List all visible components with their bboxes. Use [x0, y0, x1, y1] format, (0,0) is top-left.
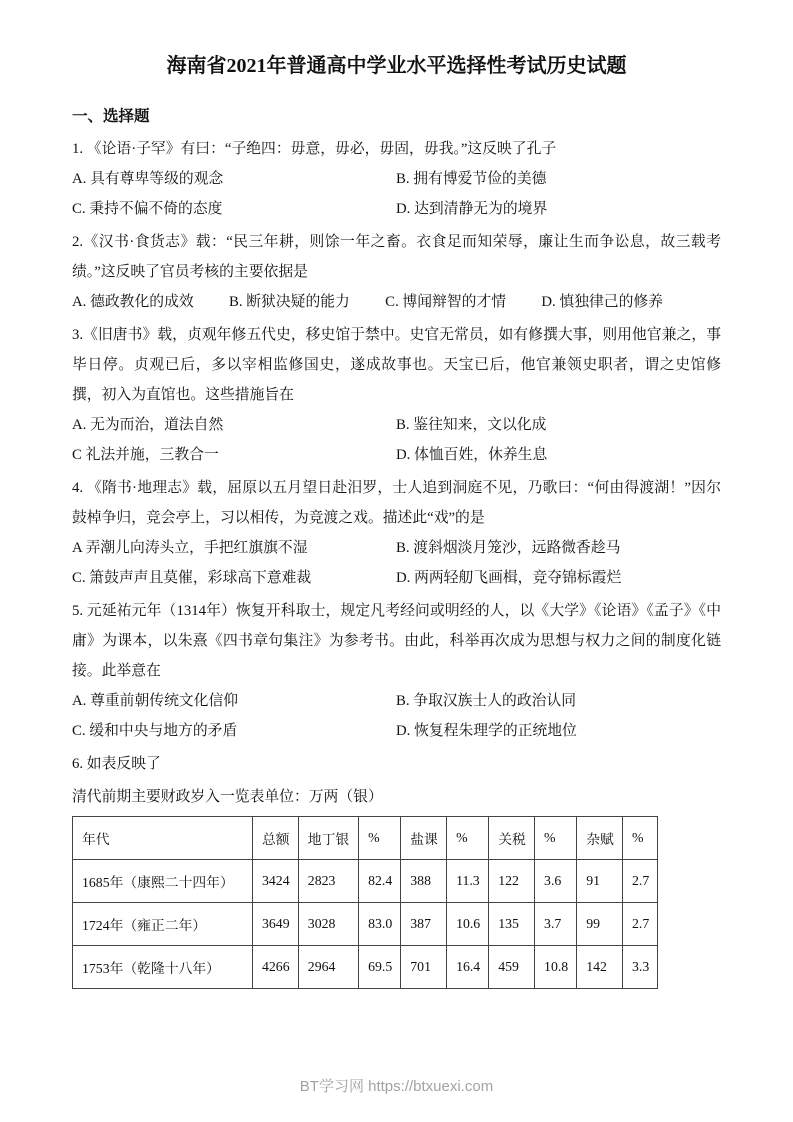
- table-cell: 387: [401, 903, 447, 946]
- question-options: [72, 410, 721, 470]
- answer-option: D. 恢复程朱理学的正统地位: [396, 723, 577, 739]
- answer-option: C 礼法并施，三教合一: [72, 447, 219, 463]
- table-header-cell: 杂赋: [577, 817, 623, 860]
- table-body: [73, 860, 658, 989]
- table-cell: 1753年（乾隆十八年）: [73, 946, 253, 989]
- table-cell: 701: [401, 946, 447, 989]
- question-options: [72, 164, 721, 224]
- answer-option: A. 尊重前朝传统文化信仰: [72, 693, 239, 709]
- question-1: [72, 134, 721, 224]
- answer-option: C. 箫鼓声声且莫催，彩球高下意难裁: [72, 570, 312, 586]
- table-cell: 1724年（雍正二年）: [73, 903, 253, 946]
- table-cell: 82.4: [359, 860, 401, 903]
- table-header-cell: 地丁银: [298, 817, 358, 860]
- answer-option: B. 争取汉族士人的政治认同: [396, 693, 577, 709]
- revenue-table: [72, 816, 658, 989]
- answer-option: A 弄潮儿向涛头立，手把红旗旗不湿: [72, 540, 308, 556]
- table-cell: 135: [489, 903, 535, 946]
- table-row: [73, 946, 658, 989]
- answer-option: C. 博闻辩智的才情: [385, 294, 507, 310]
- answer-option: A. 无为而治，道法自然: [72, 417, 224, 433]
- table-header-cell: 年代: [73, 817, 253, 860]
- questions: [72, 134, 721, 779]
- table-cell: 83.0: [359, 903, 401, 946]
- answer-option: D. 两两轻舠飞画楫，竞夺锦标霞烂: [396, 570, 622, 586]
- table-cell: 91: [577, 860, 623, 903]
- table-cell: 4266: [253, 946, 299, 989]
- table-cell: 122: [489, 860, 535, 903]
- table-cell: 2.7: [623, 903, 658, 946]
- table-cell: 10.8: [535, 946, 577, 989]
- table-cell: 3028: [298, 903, 358, 946]
- answer-option: B. 断狱决疑的能力: [228, 294, 350, 310]
- question-stem: 2.《汉书·食货志》载：“民三年耕，则馀一年之畜。衣食足而知荣辱，廉让生而争讼息，故三载考绩。”这反映了官员考核的主要依据是: [72, 234, 721, 280]
- answer-option: D. 慎独律己的修养: [541, 294, 663, 310]
- table-header-row: [73, 817, 658, 860]
- table-cell: 3.3: [623, 946, 658, 989]
- question-3: [72, 320, 721, 470]
- table-header-cell: 盐课: [401, 817, 447, 860]
- answer-option: D. 体恤百姓，休养生息: [396, 447, 548, 463]
- question-stem: 6. 如表反映了: [72, 756, 161, 772]
- question-options: [72, 686, 721, 746]
- answer-option: B. 拥有博爱节俭的美德: [396, 171, 547, 187]
- table-caption: 清代前期主要财政岁入一览表单位：万两（银）: [72, 789, 383, 805]
- answer-option: A. 具有尊卑等级的观念: [72, 171, 224, 187]
- question-6: [72, 749, 721, 779]
- answer-option: C. 缓和中央与地方的矛盾: [72, 723, 238, 739]
- table-cell: 388: [401, 860, 447, 903]
- question-stem: 5. 元延祐元年（1314年）恢复开科取士，规定凡考经问或明经的人，以《大学》《论语》《孟子》《中庸》为课本，以朱熹《四书章句集注》为参考书。由此，科举再次成为思想与权力之间的制度化链接。此举意在: [72, 603, 721, 679]
- question-2: [72, 227, 721, 317]
- answer-option: D. 达到清静无为的境界: [396, 201, 548, 217]
- question-4: [72, 473, 721, 593]
- question-stem: 4. 《隋书·地理志》载，屈原以五月望日赴汨罗，士人追到洞庭不见，乃歌曰：“何由得渡湖！”因尔鼓棹争归，竞会亭上，习以相传，为竞渡之戏。描述此“戏”的是: [72, 480, 721, 526]
- table-cell: 2964: [298, 946, 358, 989]
- table-header-cell: %: [447, 817, 489, 860]
- answer-option: B. 鉴往知来，文以化成: [396, 417, 547, 433]
- table-header-cell: 关税: [489, 817, 535, 860]
- table-cell: 16.4: [447, 946, 489, 989]
- table-row: [73, 903, 658, 946]
- section-heading: 一、选择题: [72, 108, 150, 125]
- table-cell: 2.7: [623, 860, 658, 903]
- table-cell: 11.3: [447, 860, 489, 903]
- question-options: [72, 533, 721, 593]
- table-header-cell: %: [359, 817, 401, 860]
- table-cell: 2823: [298, 860, 358, 903]
- answer-option: C. 秉持不偏不倚的态度: [72, 201, 223, 217]
- question-options: [72, 287, 721, 317]
- table-cell: 3424: [253, 860, 299, 903]
- answer-option: A. 德政教化的成效: [72, 294, 194, 310]
- table-cell: 1685年（康熙二十四年）: [73, 860, 253, 903]
- table-header-cell: 总额: [253, 817, 299, 860]
- table-cell: 3.6: [535, 860, 577, 903]
- table-header-cell: %: [623, 817, 658, 860]
- table-cell: 459: [489, 946, 535, 989]
- question-stem: 3.《旧唐书》载，贞观年修五代史，移史馆于禁中。史官无常员，如有修撰大事，则用他官兼之，事毕日停。贞观已后，多以宰相监修国史，遂成故事也。天宝已后，他官兼领史职者，谓之史馆修撰，初入为直馆也。这些措施旨在: [72, 327, 721, 403]
- table-cell: 3.7: [535, 903, 577, 946]
- table-cell: 99: [577, 903, 623, 946]
- table-cell: 10.6: [447, 903, 489, 946]
- footer-watermark: BT学习网 https://btxuexi.com: [299, 1078, 494, 1095]
- table-row: [73, 860, 658, 903]
- answer-option: B. 渡斜烟淡月笼沙，远路微香趁马: [396, 540, 621, 556]
- question-5: [72, 596, 721, 746]
- page-title: 海南省2021年普通高中学业水平选择性考试历史试题: [166, 55, 627, 77]
- table-cell: 3649: [253, 903, 299, 946]
- table-cell: 142: [577, 946, 623, 989]
- question-stem: 1. 《论语·子罕》有曰：“子绝四：毋意，毋必，毋固，毋我。”这反映了孔子: [72, 141, 557, 157]
- table-header-cell: %: [535, 817, 577, 860]
- table-cell: 69.5: [359, 946, 401, 989]
